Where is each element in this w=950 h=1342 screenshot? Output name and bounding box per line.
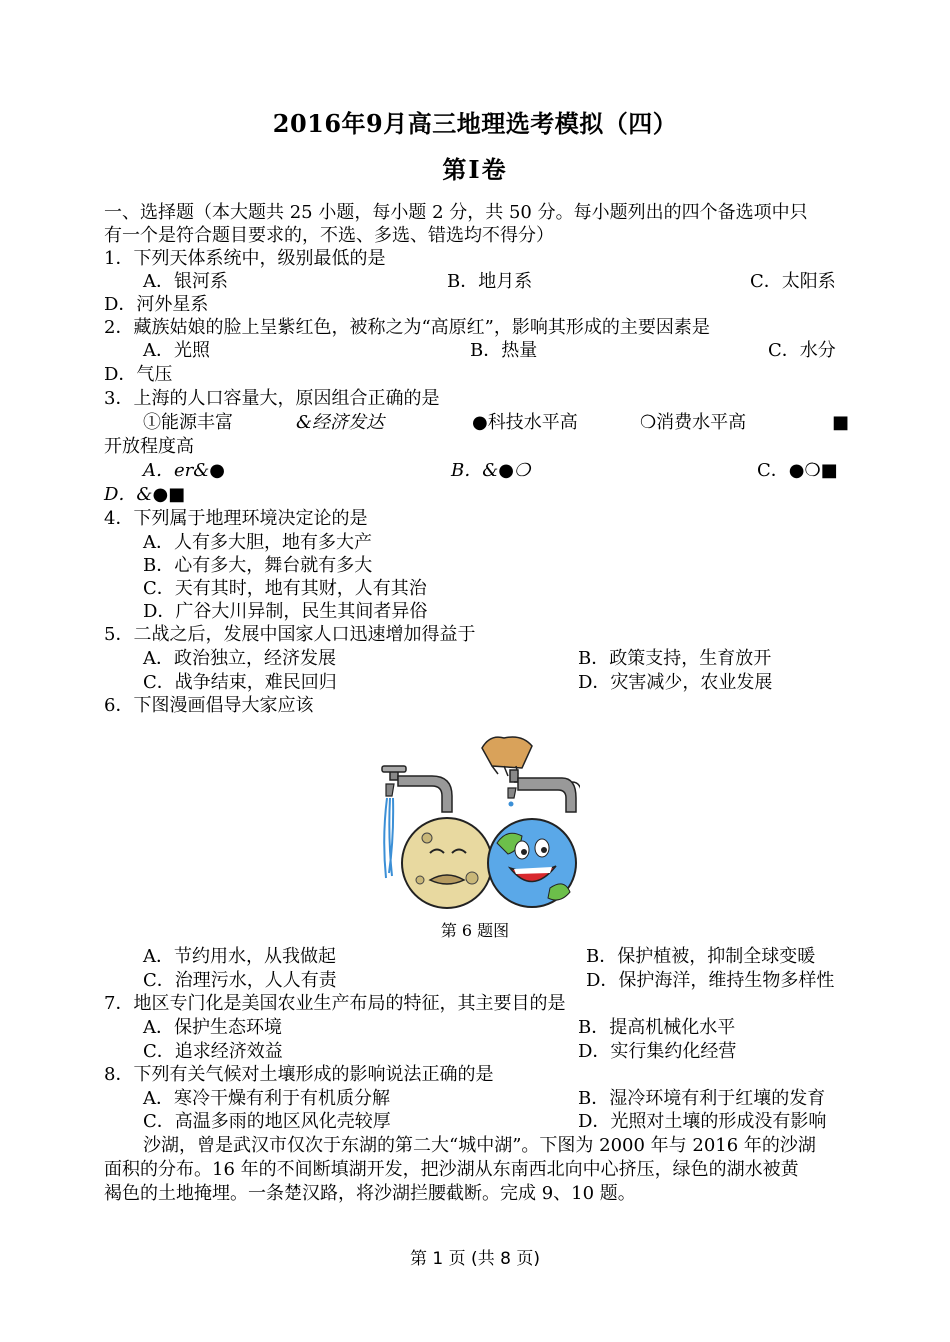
dry-planet-icon	[402, 818, 492, 908]
q8-option-d: D．光照对土壤的形成没有影响	[578, 1111, 827, 1132]
q2-option-c: C．水分	[768, 340, 836, 361]
q1-stem: 1．下列天体系统中，级别最低的是	[104, 248, 386, 269]
q2-option-a: A．光照	[143, 340, 210, 361]
q8-stem: 8．下列有关气候对土壤形成的影响说法正确的是	[104, 1064, 494, 1085]
q5-option-c: C．战争结束，难民回归	[143, 672, 337, 693]
q3-option-a: A．er&●	[143, 460, 225, 481]
q4-option-a: A．人有多大胆，地有多大产	[143, 532, 372, 553]
q7-option-d: D．实行集约化经营	[578, 1041, 737, 1062]
q6-option-b: B．保护植被，抑制全球变暖	[586, 946, 816, 967]
q6-option-c: C．治理污水，人人有责	[143, 970, 337, 991]
q8-option-c: C．高温多雨的地区风化壳较厚	[143, 1111, 391, 1132]
q1-option-d: D．河外星系	[104, 294, 209, 315]
passage-line1: 沙湖，曾是武汉市仅次于东湖的第二大“城中湖”。下图为 2000 年与 2016 年的沙湖	[143, 1135, 816, 1156]
q4-option-d: D．广谷大川异制，民生其间者异俗	[143, 601, 428, 622]
right-faucet-icon	[508, 770, 580, 812]
cartoon-illustration	[372, 728, 580, 916]
q3-item5-text: 开放程度高	[104, 436, 194, 457]
q1-option-a: A．银河系	[143, 271, 228, 292]
q4-option-b: B．心有多大，舞台就有多大	[143, 555, 373, 576]
page-title: 2016年9月高三地理选考模拟（四）	[272, 109, 678, 138]
happy-earth-icon	[488, 819, 576, 907]
q7-option-a: A．保护生态环境	[143, 1017, 282, 1038]
q2-option-d: D．气压	[104, 364, 173, 385]
q3-item2: &经济发达	[296, 412, 385, 433]
section-header-line1: 一、选择题（本大题共 25 小题，每小题 2 分，共 50 分。每小题列出的四个备选项中只	[104, 202, 808, 223]
q3-stem: 3．上海的人口容量大，原因组合正确的是	[104, 388, 440, 409]
q3-option-b: B．&●❍	[451, 460, 531, 481]
q2-option-b: B．热量	[470, 340, 538, 361]
section-header-line2: 有一个是符合题目要求的，不选、多选、错选均不得分）	[104, 225, 554, 246]
q1-option-b: B．地月系	[447, 271, 533, 292]
hand-icon	[482, 737, 532, 776]
q4-option-c: C．天有其时，地有其财，人有其治	[143, 578, 427, 599]
q1-option-c: C．太阳系	[750, 271, 836, 292]
q6-stem: 6．下图漫画倡导大家应该	[104, 695, 314, 716]
q8-option-b: B．湿冷环境有利于红壤的发育	[578, 1088, 826, 1109]
page-footer: 第 1 页 (共 8 页)	[410, 1249, 540, 1269]
q3-item4: ❍消费水平高	[640, 412, 747, 433]
q3-option-d: D．&●■	[104, 484, 186, 505]
figure-caption: 第 6 题图	[440, 921, 510, 940]
passage-line3: 褐色的土地掩埋。一条楚汉路，将沙湖拦腰截断。完成 9、10 题。	[104, 1183, 636, 1204]
q7-option-c: C．追求经济效益	[143, 1041, 283, 1062]
q5-stem: 5．二战之后，发展中国家人口迅速增加得益于	[104, 624, 476, 645]
q7-stem: 7．地区专门化是美国农业生产布局的特征，其主要目的是	[104, 993, 566, 1014]
q5-option-d: D．灾害减少，农业发展	[578, 672, 773, 693]
q2-stem: 2．藏族姑娘的脸上呈紫红色，被称之为“高原红”，影响其形成的主要因素是	[104, 317, 710, 338]
q3-item3: ●科技水平高	[472, 412, 578, 433]
q6-option-d: D．保护海洋，维持生物多样性	[586, 970, 835, 991]
q5-option-b: B．政策支持，生育放开	[578, 648, 772, 669]
q7-option-b: B．提高机械化水平	[578, 1017, 736, 1038]
q3-option-c: C．●❍■	[757, 460, 838, 481]
q4-stem: 4．下列属于地理环境决定论的是	[104, 508, 368, 529]
q3-item5-mark: ■	[832, 412, 850, 433]
q5-option-a: A．政治独立，经济发展	[143, 648, 336, 669]
q8-option-a: A．寒冷干燥有利于有机质分解	[143, 1088, 390, 1109]
q3-item1: ①能源丰富	[143, 412, 233, 433]
volume-heading: 第Ⅰ卷	[442, 155, 508, 184]
passage-line2: 面积的分布。16 年的不间断填湖开发，把沙湖从东南西北向中心挤压，绿色的湖水被黄	[104, 1159, 799, 1180]
q6-option-a: A．节约用水，从我做起	[143, 946, 336, 967]
